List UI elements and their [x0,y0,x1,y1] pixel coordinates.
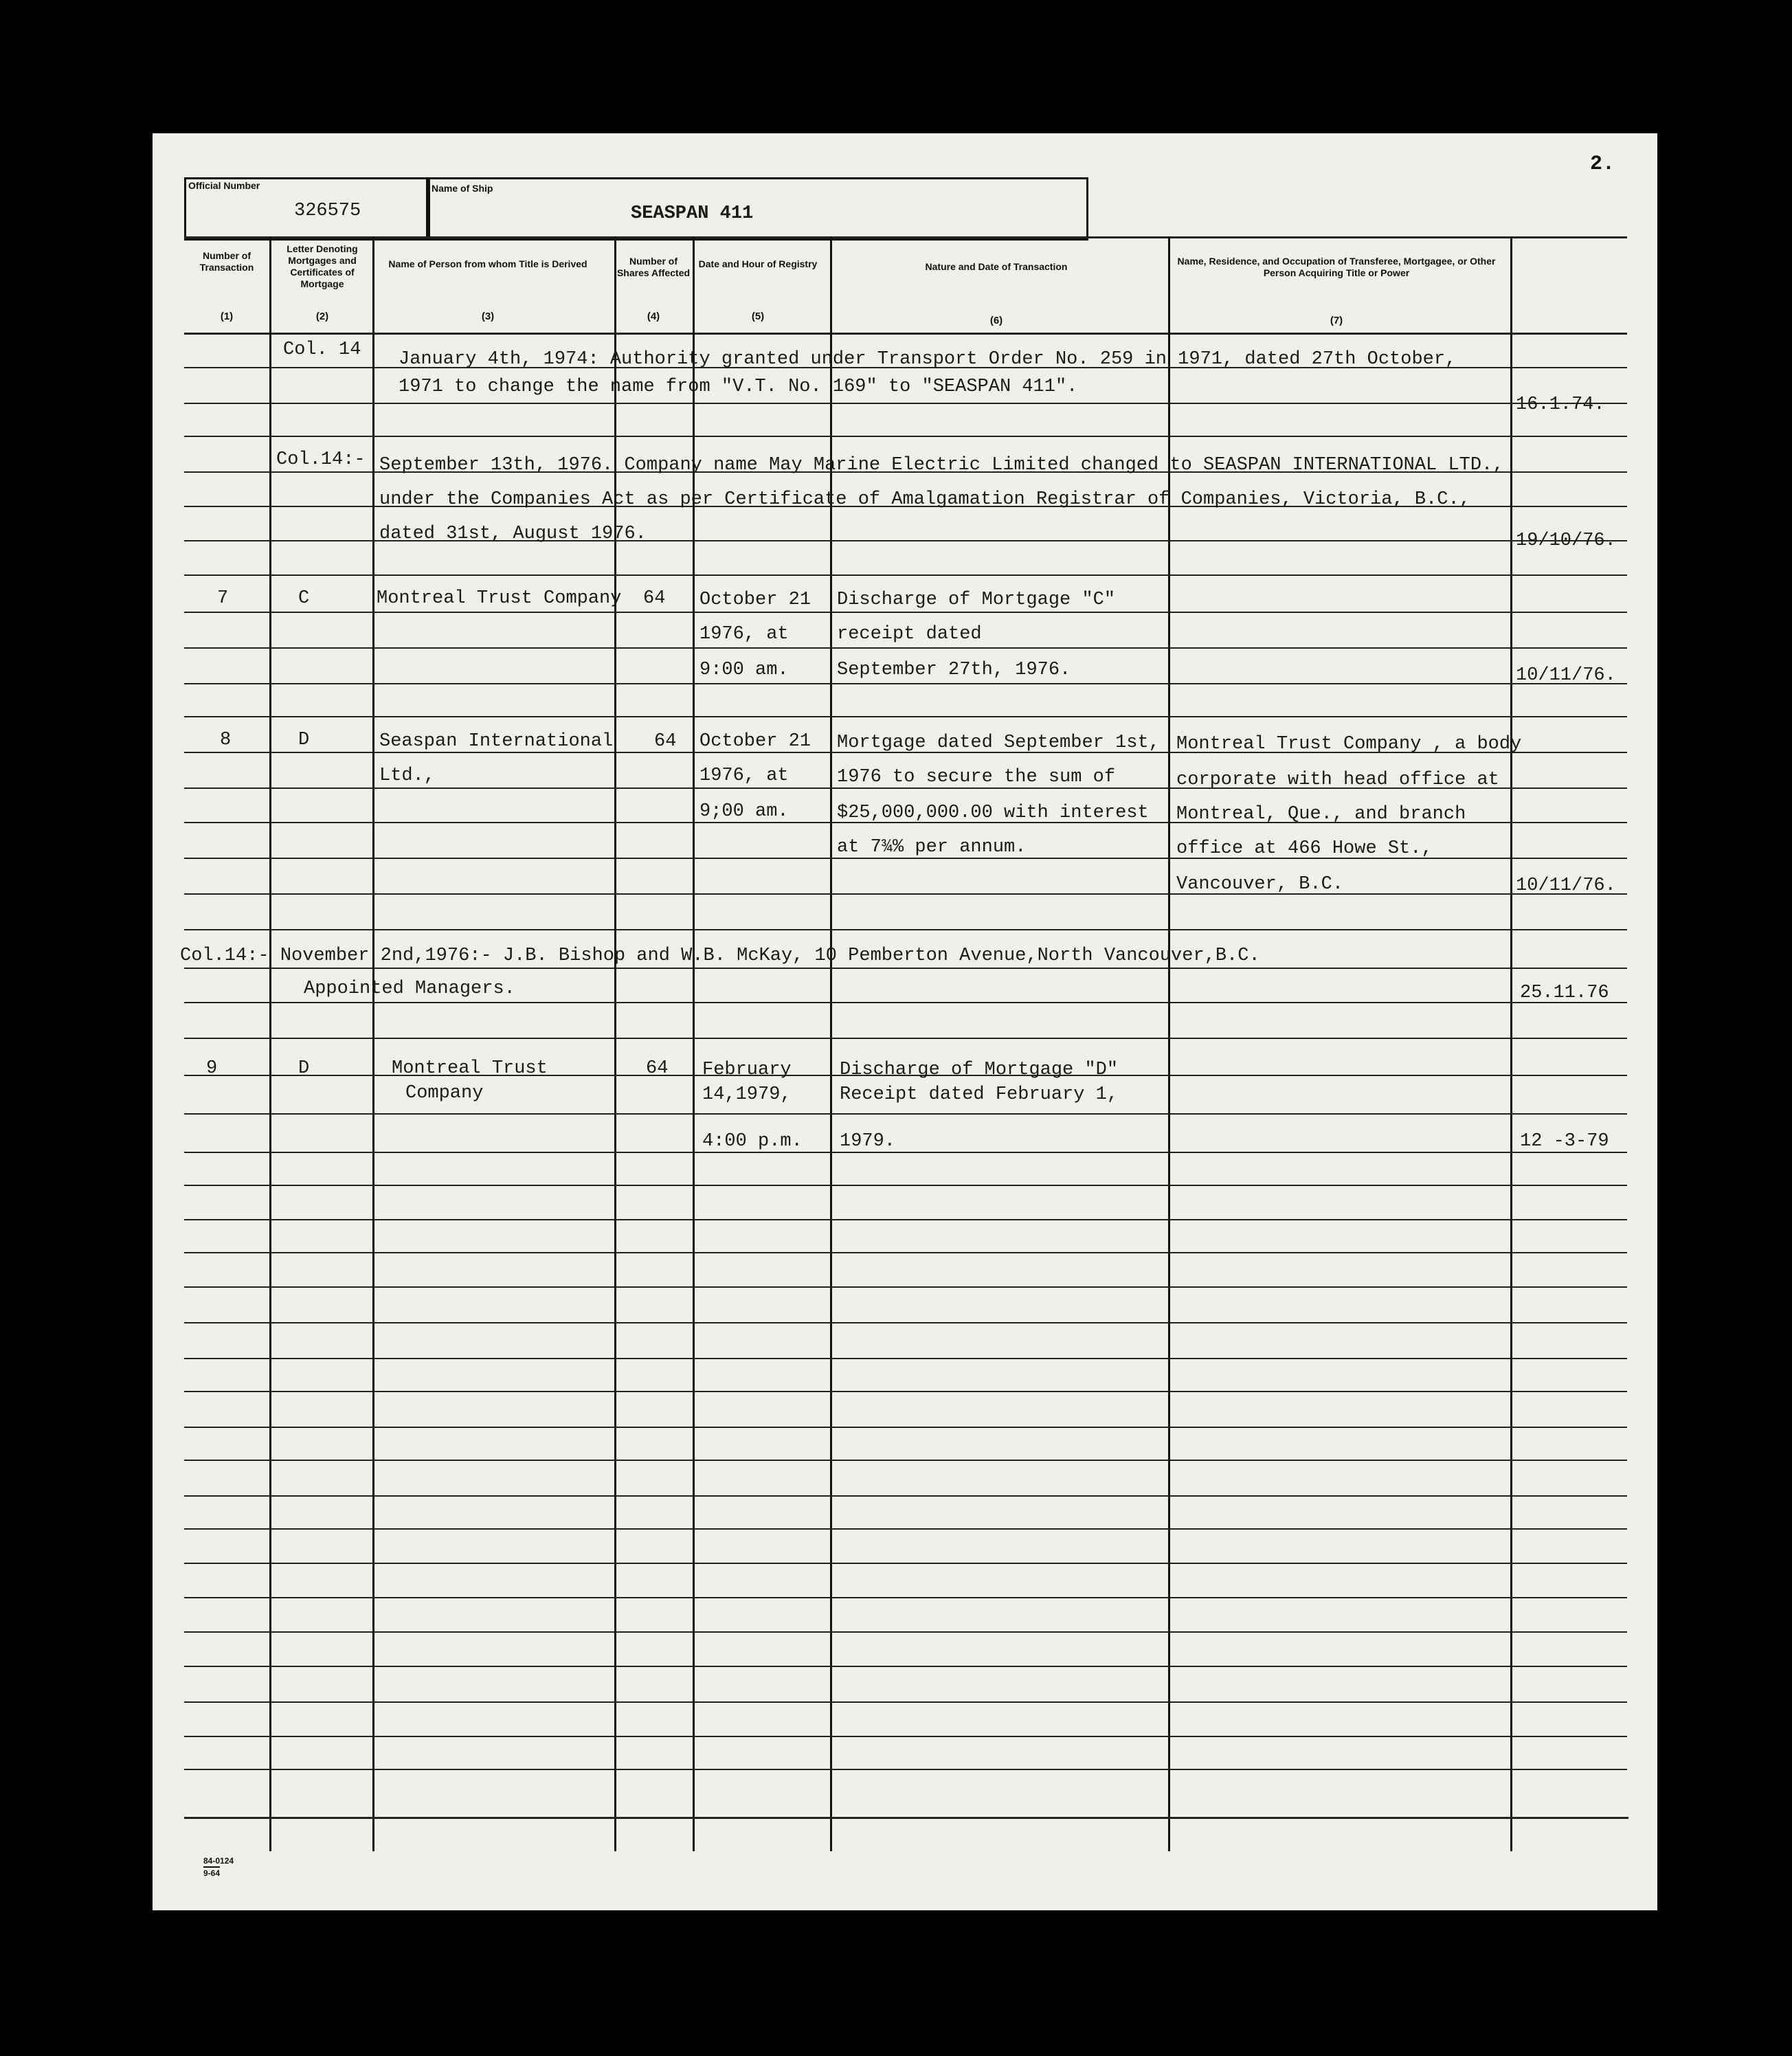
ruled-line [184,716,1627,717]
ruled-line [184,893,1627,895]
col-header-3: Name of Person from whom Title is Derived [388,258,587,269]
ruled-line [184,1701,1627,1703]
entry1-reg-date: 16.1.74. [1516,394,1605,415]
ruled-line [184,929,1627,930]
ruled-line [184,1528,1627,1530]
entry4-registry-2: 1976, at [699,766,789,786]
ship-name-label: Name of Ship [432,183,493,194]
entry6-nature-2: Receipt dated February 1, [840,1084,1119,1105]
entry4-transferee-2: corporate with head office at [1176,770,1499,790]
col-header-5: Date and Hour of Registry [698,258,818,269]
entry6-nature-1: Discharge of Mortgage "D" [840,1060,1119,1080]
col-divider-5 [830,236,832,1851]
entry3-nature-2: receipt dated [837,624,982,645]
ruled-line [184,1038,1627,1039]
entry2-reg-date: 19/10/76. [1516,530,1616,551]
ruled-line [184,1666,1627,1667]
ruled-line [184,1113,1627,1115]
entry4-transferee-5: Vancouver, B.C. [1176,874,1344,895]
entry3-person: Montreal Trust Company [377,588,622,609]
form-id [203,1855,234,1879]
ruled-line [184,436,1627,437]
col-divider-1 [269,236,271,1851]
ruled-line [184,683,1627,684]
ruled-line [184,1817,1628,1819]
ruled-line [184,1769,1627,1770]
ruled-line [184,1002,1627,1003]
entry3-letter: C [298,588,310,609]
entry4-number: 8 [220,730,232,750]
col-num-7: (7) [1330,315,1343,326]
entry4-shares: 64 [654,731,677,752]
entry6-number: 9 [206,1058,218,1079]
col-divider-2 [372,236,374,1851]
entry6-person-2: Company [405,1083,484,1104]
entry6-person-1: Montreal Trust [392,1058,548,1079]
entry3-registry-1: October 21 [699,590,811,610]
col-divider-7 [1510,236,1512,1851]
ruled-line [184,1460,1627,1461]
entry4-nature-3: $25,000,000.00 with interest [837,803,1149,823]
entry1-col-ref: Col. 14 [283,339,361,360]
form-date: 9-64 [203,1866,220,1879]
ruled-line [184,1152,1627,1153]
col-divider-3 [614,236,616,1851]
entry3-registry-3: 9:00 am. [699,660,789,680]
ruled-line [184,1358,1627,1359]
page-number: 2. [1590,153,1615,176]
entry3-number: 7 [217,588,229,609]
col-num-4: (4) [647,311,660,322]
entry6-shares: 64 [646,1058,669,1079]
col-header-7: Name, Residence, and Occupation of Transferee, Mortgagee, or Other Person Acquiring Title or Power [1177,256,1496,278]
entry4-person-1: Seaspan International [379,731,614,752]
entry4-transferee-3: Montreal, Que., and branch [1176,804,1466,825]
entry2-line3: dated 31st, August 1976. [379,524,647,544]
entry6-reg-date: 12 -3-79 [1520,1131,1609,1152]
entry6-registry-2: 14,1979, [702,1084,792,1105]
form-number: 84-0124 [203,1856,234,1866]
ruled-line [184,647,1627,649]
entry1-line1: January 4th, 1974: Authority granted under Transport Order No. 259 in 1971, dated 27th October, [399,349,1457,370]
entry4-nature-4: at 7¾% per annum. [837,837,1027,858]
ruled-line [184,968,1627,969]
ruled-line [184,1185,1627,1186]
ruled-line [184,1322,1627,1323]
ship-name: SEASPAN 411 [631,203,754,224]
col-header-6: Nature and Date of Transaction [925,261,1068,272]
ruled-line [184,1631,1627,1633]
col-num-5: (5) [751,311,765,322]
register-page [153,133,1657,1910]
entry4-person-2: Ltd., [379,766,436,786]
ruled-line [184,1736,1627,1737]
entry4-nature-1: Mortgage dated September 1st, [837,733,1160,753]
entry3-shares: 64 [643,588,666,609]
entry3-registry-2: 1976, at [699,624,789,645]
entry2-col-ref: Col.14:- [276,449,366,470]
entry2-line1: September 13th, 1976. Company name May Marine Electric Limited changed to SEASPAN INTERNATIONAL LTD., [379,455,1504,476]
entry4-registry-3: 9;00 am. [699,801,789,822]
header-bottom-line [184,333,1627,335]
entry3-nature-1: Discharge of Mortgage "C" [837,590,1116,610]
ruled-line [184,1427,1627,1428]
col-num-6: (6) [989,315,1003,326]
entry2-line2: under the Companies Act as per Certificate of Amalgamation Registrar of Companies, Victoria, B.C., [379,489,1470,510]
entry5-line2: Appointed Managers. [304,979,515,999]
ruled-line [184,403,1627,404]
col-divider-6 [1168,236,1170,1851]
entry6-nature-3: 1979. [840,1131,896,1152]
col-header-1: Number of Transaction [199,250,254,273]
col-header-2: Letter Denoting Mortgages and Certificates of Mortgage [287,243,358,289]
header-top-line [184,236,1627,238]
entry3-reg-date: 10/11/76. [1516,665,1616,686]
ship-name-box [426,177,1088,241]
ruled-line [184,612,1627,613]
ruled-line [184,1495,1627,1497]
entry4-reg-date: 10/11/76. [1516,875,1616,896]
entry5-reg-date: 25.11.76 [1520,983,1609,1003]
entry5-line1: Col.14:- November 2nd,1976:- J.B. Bishop and W.B. McKay, 10 Pemberton Avenue,North Vancouver,B.C. [180,946,1260,966]
entry4-nature-2: 1976 to secure the sum of [837,767,1116,787]
col-num-1: (1) [220,311,234,322]
entry4-registry-1: October 21 [699,731,811,752]
ruled-line [184,1563,1627,1564]
ruled-line [184,1597,1627,1598]
ruled-line [184,574,1627,576]
entry4-transferee-4: office at 466 Howe St., [1176,838,1433,859]
entry6-letter: D [298,1058,310,1079]
entry6-registry-3: 4:00 p.m. [702,1131,803,1152]
entry1-line2: 1971 to change the name from "V.T. No. 169" to "SEASPAN 411". [399,377,1078,397]
ruled-line [184,1252,1627,1253]
col-divider-4 [693,236,695,1851]
entry4-transferee-1: Montreal Trust Company , a body [1176,734,1522,755]
col-num-3: (3) [481,311,495,322]
ruled-line [184,1391,1627,1392]
col-header-4: Number of Shares Affected [616,256,691,278]
ruled-line [184,1286,1627,1288]
official-number: 326575 [294,201,361,221]
ruled-line [184,1219,1627,1220]
official-number-label: Official Number [188,180,260,191]
entry3-nature-3: September 27th, 1976. [837,660,1071,680]
col-num-2: (2) [315,311,329,322]
entry4-letter: D [298,730,310,750]
entry6-registry-1: February [702,1060,792,1080]
